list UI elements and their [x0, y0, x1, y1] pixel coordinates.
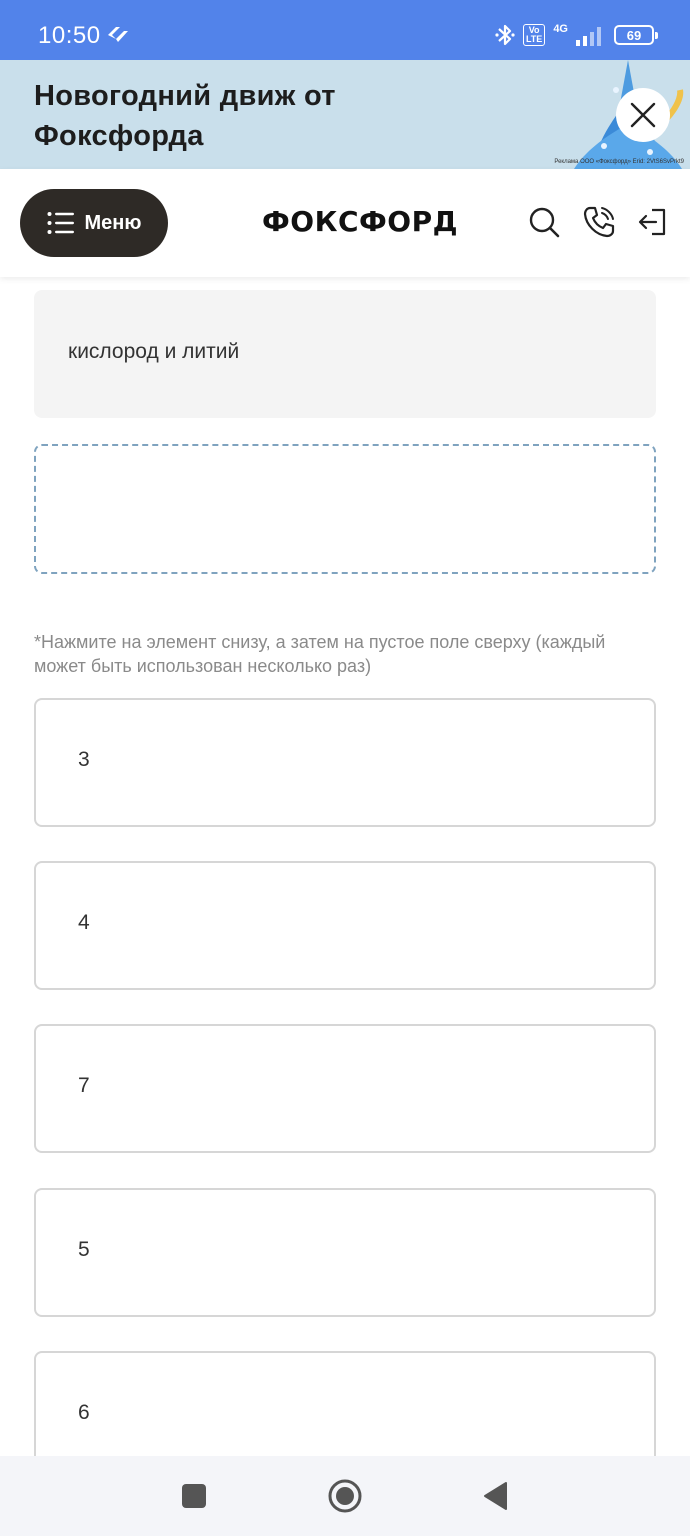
recents-button[interactable]: [181, 1483, 207, 1514]
signal-icon: [576, 24, 606, 46]
option-card[interactable]: [34, 698, 656, 827]
promo-title: Новогодний движ от Фоксфорда: [34, 80, 336, 152]
answer-text: кислород и литий: [68, 340, 240, 363]
network-type: 4G: [553, 23, 568, 35]
battery-indicator: 69: [614, 25, 654, 45]
status-time: 10:50: [38, 22, 101, 49]
answer-drop-zone[interactable]: [34, 444, 656, 574]
option-card[interactable]: [34, 1188, 656, 1317]
site-header: [0, 169, 690, 277]
promo-close-button[interactable]: [616, 88, 670, 142]
option-card[interactable]: [34, 1024, 656, 1153]
circle-icon: [327, 1478, 363, 1514]
volte-icon: Vo LTE: [523, 24, 545, 46]
promo-banner[interactable]: [0, 60, 690, 169]
square-icon: [181, 1483, 207, 1509]
option-card[interactable]: [34, 861, 656, 990]
back-button[interactable]: [482, 1481, 508, 1516]
foxford-logo[interactable]: ФОКСФОРД: [262, 205, 459, 238]
search-icon[interactable]: [527, 205, 561, 239]
menu-button[interactable]: [20, 189, 168, 257]
login-icon[interactable]: [636, 205, 670, 239]
option-label: 4: [78, 911, 90, 934]
list-icon: [47, 211, 75, 235]
menu-label: Меню: [84, 211, 142, 234]
option-label: 6: [78, 1401, 90, 1424]
back-triangle-icon: [482, 1481, 508, 1511]
task-content: [0, 277, 690, 1456]
option-label: 7: [78, 1074, 90, 1097]
option-label: 3: [78, 748, 90, 771]
option-card[interactable]: [34, 1351, 656, 1456]
phone-icon[interactable]: [582, 205, 616, 239]
bluetooth-icon: [495, 22, 515, 48]
app-notification-icon: [106, 24, 130, 46]
status-bar: [0, 0, 690, 60]
instruction-hint: *Нажмите на элемент снизу, а затем на пустое поле сверху (каждый может быть использован несколько раз): [34, 632, 606, 676]
answer-card: [34, 290, 656, 418]
option-label: 5: [78, 1238, 90, 1261]
system-nav-bar: [0, 1456, 690, 1536]
close-icon: [630, 102, 656, 128]
promo-disclaimer: Реклама ООО «Фоксфорд» Erid: 2VtS6SvPrkt9: [554, 159, 684, 165]
home-button[interactable]: [327, 1478, 363, 1519]
